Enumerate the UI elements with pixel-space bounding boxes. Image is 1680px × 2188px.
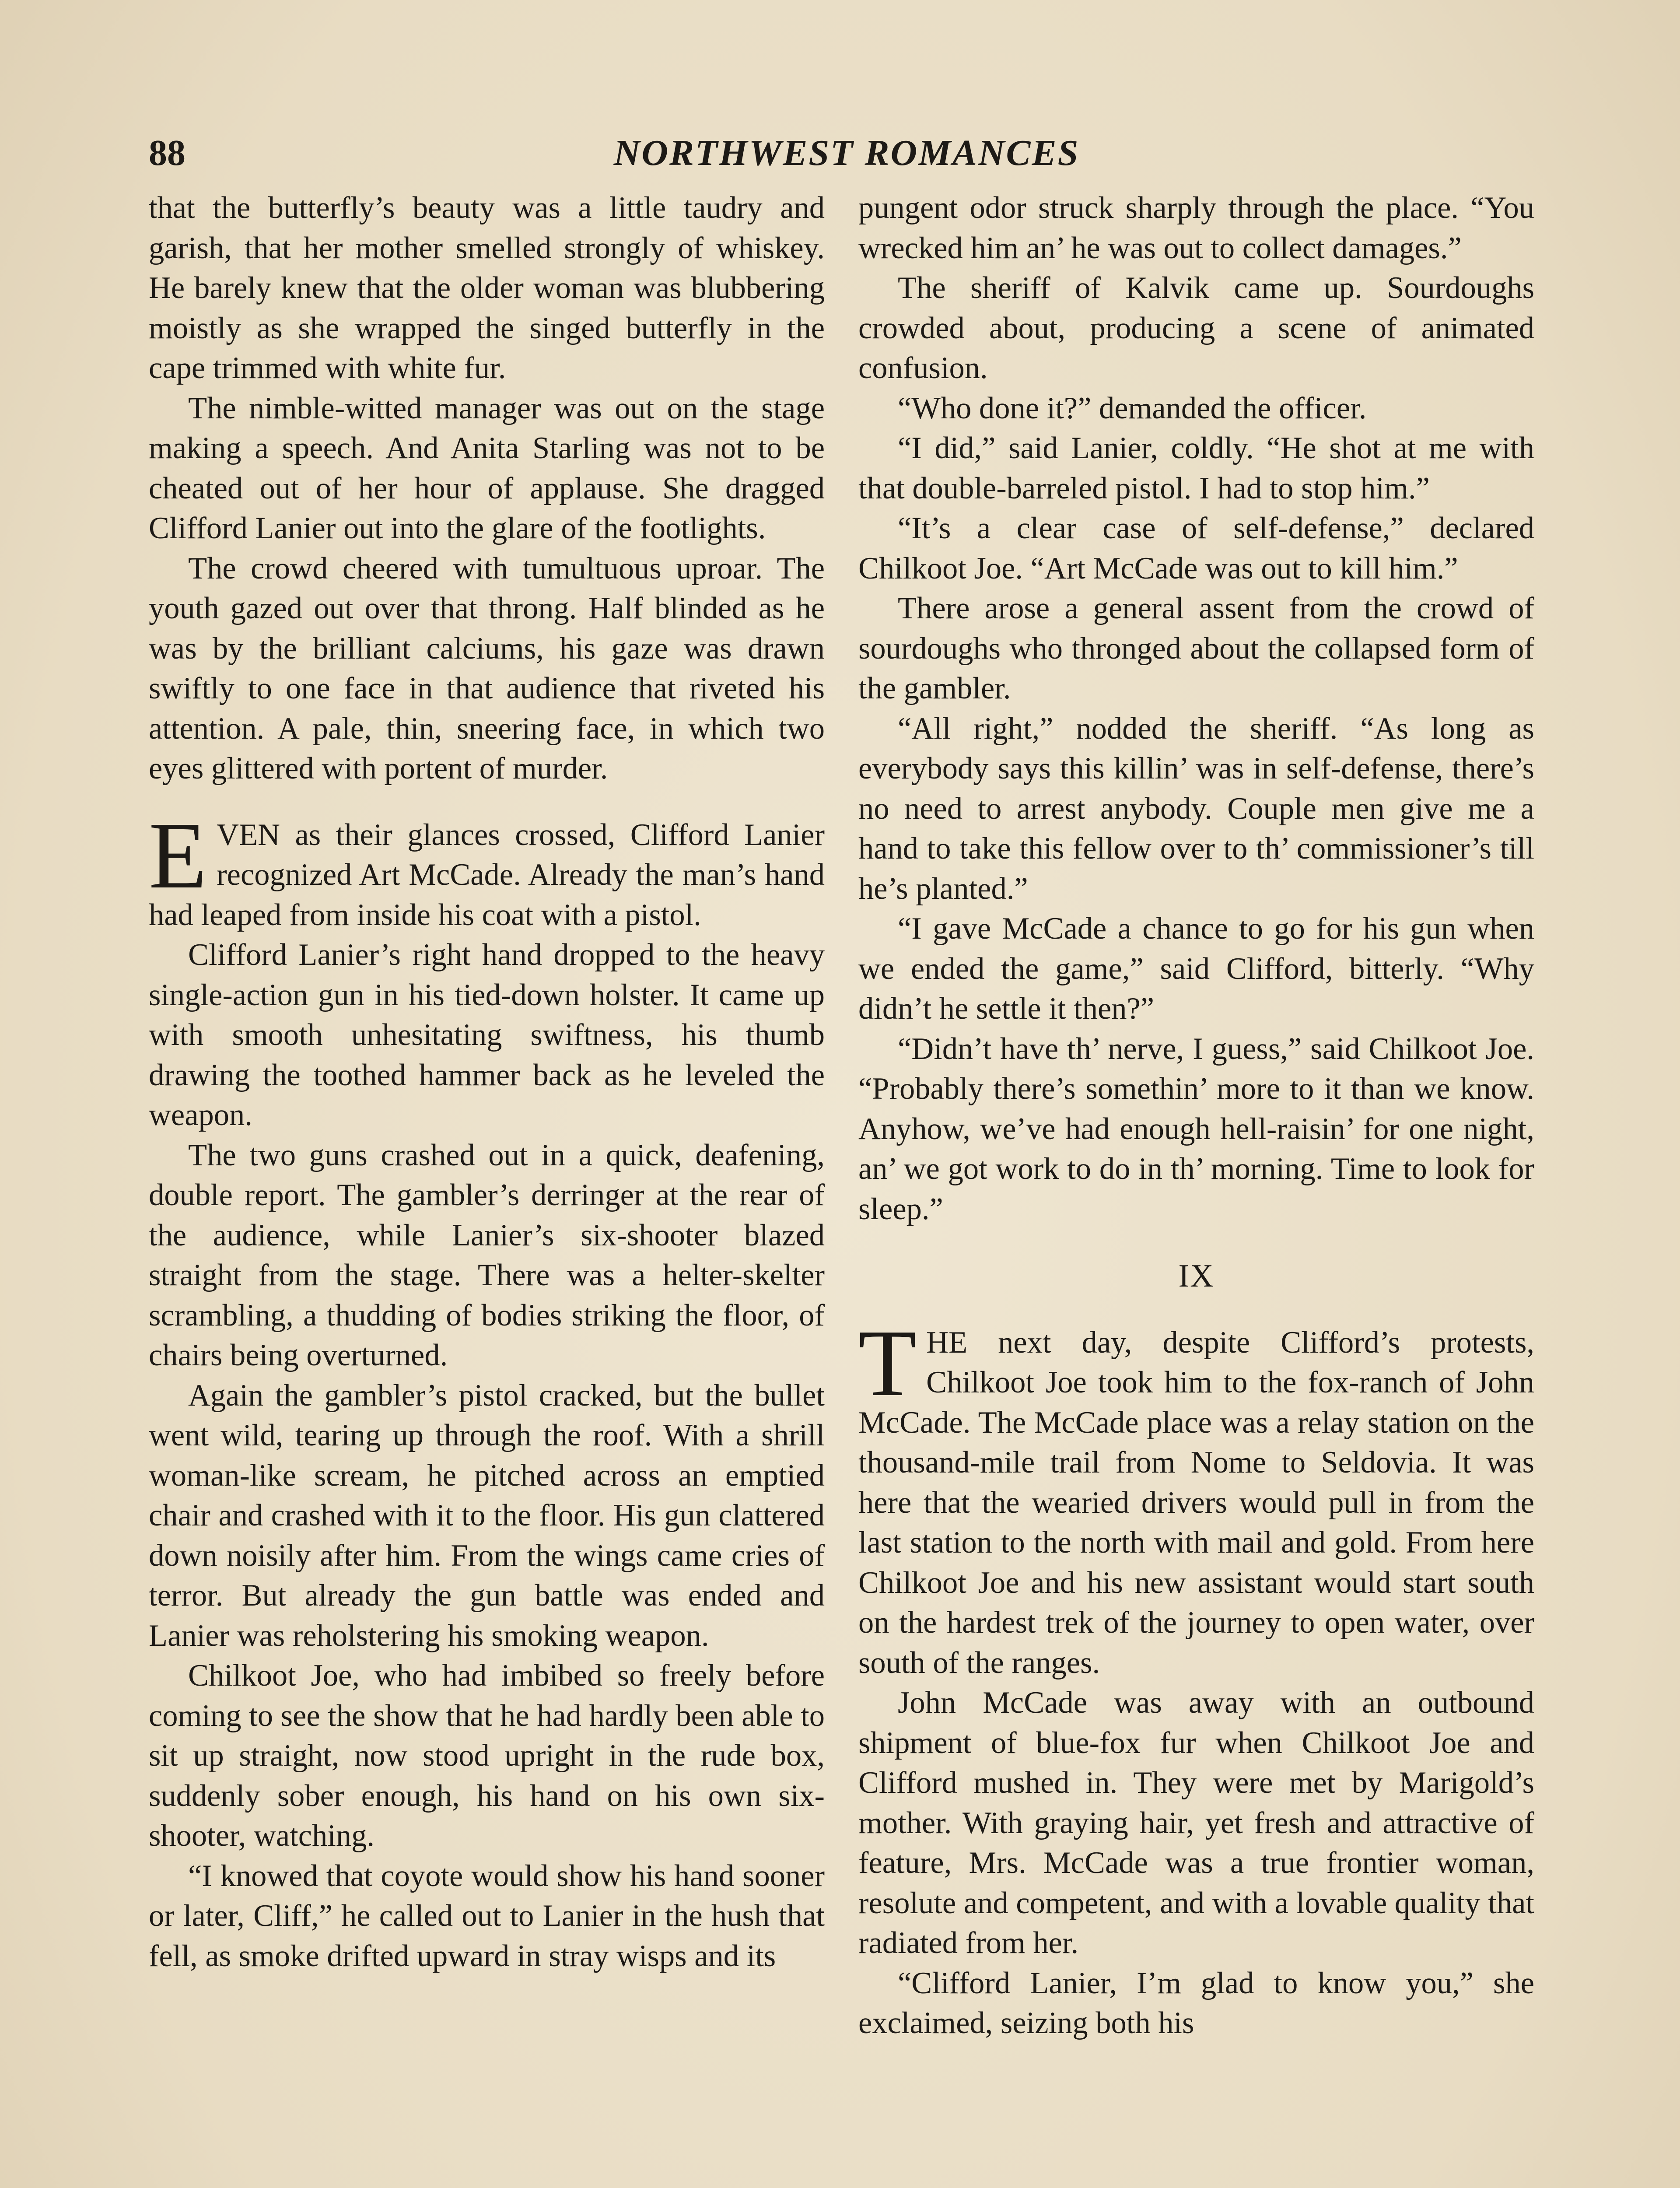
paragraph: “It’s a clear case of self-defense,” declared Chilkoot Joe. “Art McCade was out to kill him.” <box>858 511 1534 586</box>
drop-cap-letter: E <box>149 803 207 908</box>
paragraph: The nimble-witted manager was out on the stage making a speech. And Anita Starling was not to be cheated out of her hour of applause. She dragged Clifford Lanier out into the glare of the footlights. <box>149 391 825 545</box>
paragraph: pungent odor struck sharply through the place. “You wrecked him an’ he was out to collect damages.” <box>858 191 1534 265</box>
paragraph: “Who done it?” demanded the officer. <box>898 391 1367 425</box>
running-title: NORTHWEST ROMANCES <box>613 133 1080 173</box>
paragraph: “All right,” nodded the sheriff. “As long as everybody says this killin’ was in self-defense, there’s no need to arrest anybody. Couple men give me a hand to take this fellow over to th’ commissioner’s till he’s planted.” <box>858 711 1534 906</box>
paragraph: “I gave McCade a chance to go for his gun when we ended the game,” said Clifford, bitterly. “Why didn’t he settle it then?” <box>858 912 1534 1026</box>
paragraph: Again the gambler’s pistol cracked, but the bullet went wild, tearing up through the roof. With a shrill woman-like scream, he pitched across an emptied chair and crashed with it to the floor. His gun clattered down noisily after him. From the wings came cries of terror. But already the gun battle was ended and Lanier was reholstering his smoking weapon. <box>149 1378 825 1653</box>
paragraph: There arose a general assent from the crowd of sourdoughs who thronged about the collapsed form of the gambler. <box>858 591 1534 705</box>
paragraph: “Didn’t have th’ nerve, I guess,” said Chilkoot Joe. “Probably there’s somethin’ more to it than we know. Anyhow, we’ve had enough hell-raisin’ for one night, an’ we got work to do in th’ morning. Time to look for sleep.” <box>858 1031 1534 1226</box>
paragraph: that the butterfly’s beauty was a little taudry and garish, that her mother smelled strongly of whiskey. He barely knew that the older woman was blubbering moistly as she wrapped the singed butterfly in the cape trimmed with white fur. <box>149 191 825 385</box>
paragraph: The crowd cheered with tumultuous uproar. The youth gazed out over that throng. Half blinded as he was by the brilliant calciums, his gaze was drawn swiftly to one face in that audience that riveted his attention. A pale, thin, sneering face, in which two eyes glittered with portent of murder. <box>149 551 825 785</box>
paragraph-text: VEN as their glances crossed, Clifford Lanier recognized Art McCade. Already the man’s hand had leaped from inside his coat with a pistol. <box>149 817 825 932</box>
paragraph: Chilkoot Joe, who had imbibed so freely before coming to see the show that he had hardly been able to sit up straight, now stood upright in the rude box, suddenly sober enough, his hand on his own six-shooter, watching. <box>149 1659 825 1853</box>
paragraph: The two guns crashed out in a quick, deafening, double report. The gambler’s derringer at the rear of the audience, while Lanier’s six-shooter blazed straight from the stage. There was a helter-skelter scrambling, a thudding of bodies striking the floor, of chairs being overturned. <box>149 1138 825 1372</box>
paragraph-dropcap <box>858 1310 1534 1683</box>
paragraph: “I did,” said Lanier, coldly. “He shot at me with that double-barreled pistol. I had to stop him.” <box>858 431 1534 505</box>
section-number: IX <box>1178 1258 1214 1294</box>
paragraph: “I knowed that coyote would show his hand sooner or later, Cliff,” he called out to Lanier in the hush that fell, as smoke drifted upward in stray wisps and its <box>149 1858 825 1973</box>
left-column <box>149 188 825 1976</box>
paragraph-text: HE next day, despite Clifford’s protests, Chilkoot Joe took him to the fox-ranch of John McCade. The McCade place was a relay station on the thousand-mile trail from Nome to Seldovia. It was here that the wearied drivers would pull in from the last station to the north with mail and gold. From here Chilkoot Joe and his new assistant would start south on the hardest trek of the journey to open water, over south of the ranges. <box>858 1325 1534 1680</box>
paragraph: “Clifford Lanier, I’m glad to know you,” she exclaimed, seizing both his <box>858 1966 1534 2040</box>
drop-cap-letter: T <box>858 1310 917 1416</box>
paragraph: The sheriff of Kalvik came up. Sourdoughs crowded about, producing a scene of animated confusion. <box>858 271 1534 385</box>
page-number: 88 <box>149 133 186 173</box>
right-column <box>858 188 1534 2044</box>
paragraph: John McCade was away with an outbound shipment of blue-fox fur when Chilkoot Joe and Clifford mushed in. They were met by Marigold’s mother. With graying hair, yet fresh and attractive of feature, Mrs. McCade was a true frontier woman, resolute and competent, and with a lovable quality that radiated from her. <box>858 1686 1534 1960</box>
paragraph-dropcap <box>149 803 825 936</box>
paragraph: Clifford Lanier’s right hand dropped to the heavy single-action gun in his tied-down holster. It came up with smooth unhesitating swiftness, his thumb drawing the toothed hammer back as he leveled the weapon. <box>149 938 825 1132</box>
page-header <box>149 127 1544 188</box>
